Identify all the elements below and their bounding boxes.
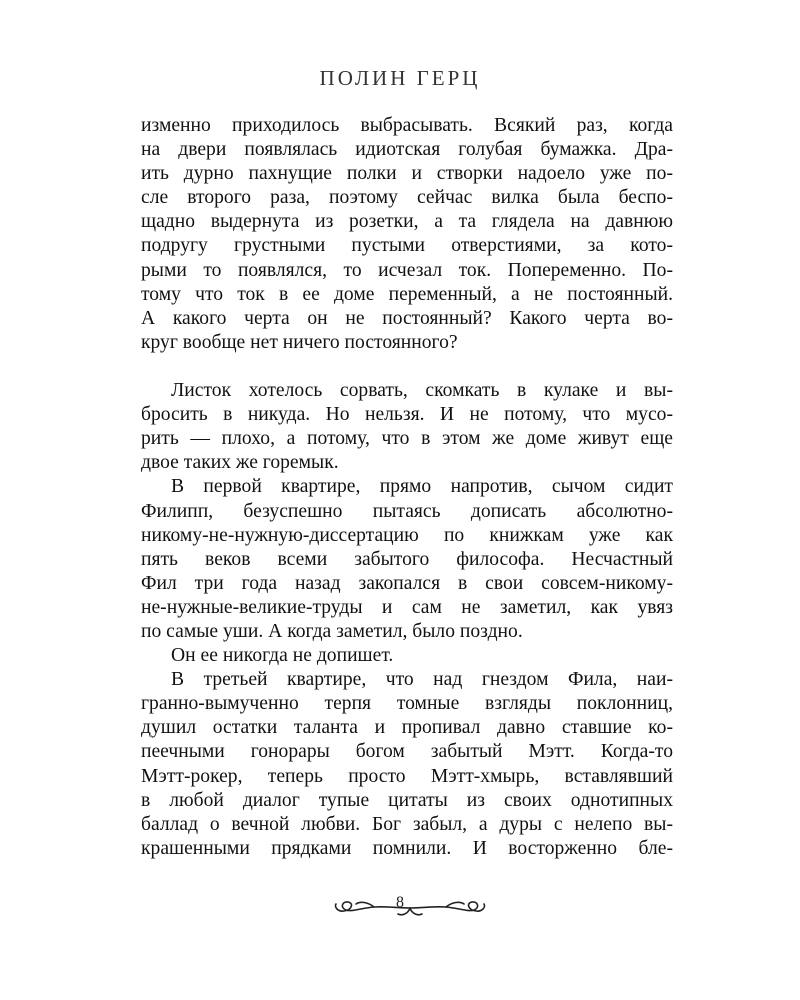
text-line: Фил три года назад закопался в свои совсем-никому- [141, 572, 673, 594]
text-line: двое таких же горемык. [141, 452, 339, 474]
text-line: баллад о вечной любви. Бог забыл, а дуры с нелепо вы- [141, 813, 673, 835]
text-line: рыми то появлялся, то исчезал ток. Попеременно. По- [141, 259, 673, 281]
text-line: В первой квартире, прямо напротив, сычом сидит [171, 476, 673, 498]
text-line: А какого черта он не постоянный? Какого черта во- [141, 307, 673, 329]
text-line: изменно приходилось выбрасывать. Всякий раз, когда [141, 115, 673, 136]
text-line: круг вообще нет ничего постоянного? [141, 331, 458, 353]
text-line: сле второго раза, поэтому сейчас вилка была беспо- [141, 187, 673, 209]
text-line: никому-не-нужную-диссертацию по книжкам уже как [141, 524, 673, 546]
text-line: Мэтт-рокер, теперь просто Мэтт-хмырь, вставлявший [141, 765, 673, 787]
text-line: рить — плохо, а потому, что в этом же доме живут еще [141, 428, 673, 450]
text-line: гранно-вымученно терпя томные взгляды поклонниц, [141, 693, 673, 715]
text-line: в любой диалог тупые цитаты из своих однотипных [141, 789, 673, 811]
text-line: крашенными прядками помнили. И восторженно бле- [141, 837, 673, 859]
text-line: В третьей квартире, что над гнездом Фила, наи- [171, 669, 673, 691]
text-line: по самые уши. А когда заметил, было поздно. [141, 620, 523, 642]
text-line: щадно выдернута из розетки, а та глядела на давнюю [141, 211, 673, 233]
text-line: пять веков всеми забытого философа. Несчастный [141, 548, 673, 570]
paragraph-gap [141, 355, 673, 379]
text-line: Филипп, безуспешно пытаясь дописать абсолютно- [141, 500, 673, 522]
text-line: пеечными гонорары богом забытый Мэтт. Когда-то [141, 741, 673, 763]
text-line: подругу грустными пустыми отверстиями, за кото- [141, 235, 673, 257]
text-line: душил остатки таланта и пропивал давно ставшие ко- [141, 717, 673, 739]
folio [0, 888, 800, 938]
text-line: тому что ток в ее доме переменный, а не постоянный. [141, 283, 673, 305]
text-line: Он ее никогда не допишет. [171, 645, 394, 667]
page-number: 8 [396, 894, 404, 911]
text-line: не-нужные-великие-труды и сам не заметил, как увяз [141, 596, 673, 618]
running-head: ПОЛИН ГЕРЦ [319, 66, 481, 90]
text-line: ить дурно пахнущие полки и створки надоело уже по- [141, 163, 673, 185]
body-text [141, 114, 673, 861]
text-line: Листок хотелось сорвать, скомкать в кулаке и вы- [171, 380, 673, 402]
text-line: бросить в никуда. Но нельзя. И не потому, что мусо- [141, 404, 673, 426]
text-line: на двери появлялась идиотская голубая бумажка. Дра- [141, 139, 673, 161]
